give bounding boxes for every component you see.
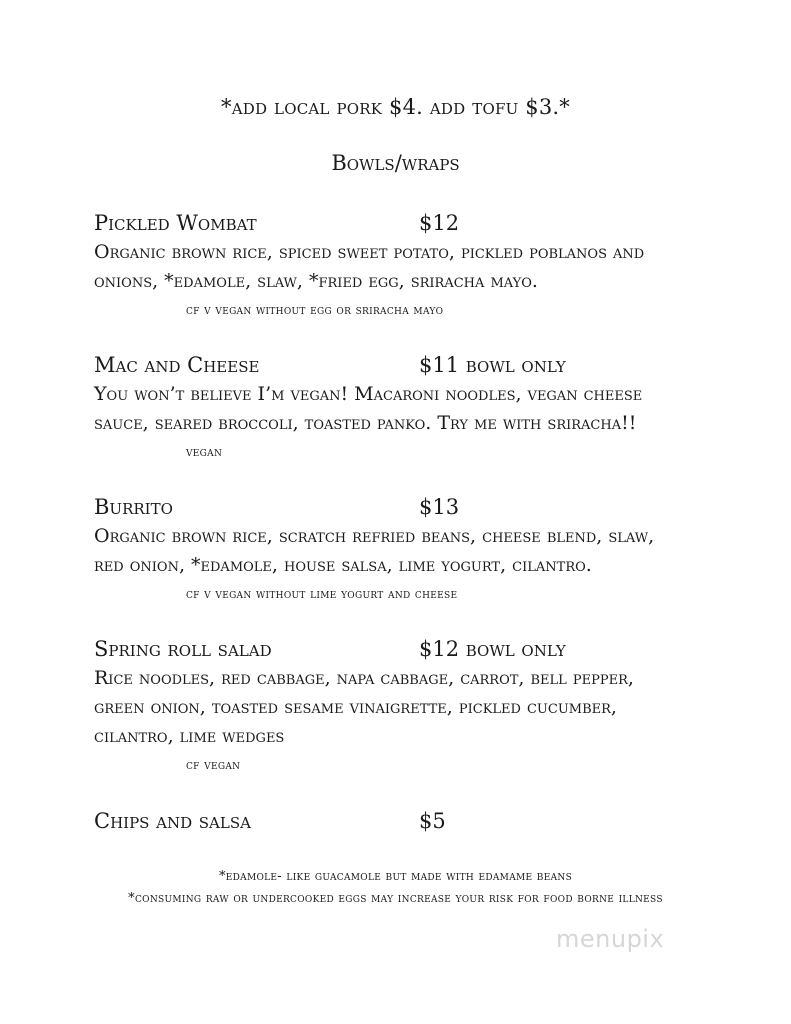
item-price: $13 bbox=[419, 495, 460, 519]
footnote-edamole: *edamole- like guacamole but made with edamame beans bbox=[218, 869, 573, 884]
item-header bbox=[94, 492, 734, 522]
item-description-line: onions, *edamole, slaw, *fried egg, sriracha mayo. bbox=[94, 270, 538, 292]
section-title: Bowls/wraps bbox=[331, 151, 460, 175]
item-name: Pickled Wombat bbox=[94, 211, 257, 235]
menu-item-chips-and-salsa bbox=[94, 806, 734, 836]
item-header bbox=[94, 634, 734, 664]
item-price: $11 bowl only bbox=[419, 353, 566, 377]
item-header bbox=[94, 208, 734, 238]
item-description-line: cilantro, lime wedges bbox=[94, 725, 285, 747]
item-description-line: green onion, toasted sesame vinaigrette, pickled cucumber, bbox=[94, 696, 617, 718]
item-name: Burrito bbox=[94, 495, 173, 519]
addons-note: *add local pork $4. add tofu $3.* bbox=[221, 95, 570, 119]
menu-item-mac-and-cheese bbox=[94, 350, 734, 468]
item-description-line: Organic brown rice, spiced sweet potato, pickled poblanos and bbox=[94, 241, 645, 263]
item-description-line: Rice noodles, red cabbage, napa cabbage, carrot, bell pepper, bbox=[94, 667, 634, 689]
item-price: $12 bbox=[419, 211, 460, 235]
menu-item-burrito bbox=[94, 492, 734, 610]
item-header bbox=[94, 806, 734, 836]
item-description-line: sauce, seared broccoli, toasted panko. Try me with sriracha!! bbox=[94, 412, 637, 434]
item-price: $12 bowl only bbox=[419, 637, 566, 661]
item-dietary-tags: vegan bbox=[186, 445, 223, 460]
item-dietary-tags: cf v vegan without egg or sriracha mayo bbox=[186, 303, 444, 318]
item-description-line: Organic brown rice, scratch refried beans, cheese blend, slaw, bbox=[94, 525, 655, 547]
menu-item-spring-roll-salad bbox=[94, 634, 734, 781]
item-dietary-tags: cf vegan bbox=[186, 758, 241, 773]
item-name: Mac and Cheese bbox=[94, 353, 260, 377]
footnote-raw-eggs-warning: *consuming raw or undercooked eggs may increase your risk for food borne illness bbox=[128, 891, 663, 906]
menupix-watermark: menupix bbox=[556, 925, 665, 953]
footnotes bbox=[0, 866, 791, 910]
item-name: Chips and salsa bbox=[94, 809, 251, 833]
item-price: $5 bbox=[419, 809, 446, 833]
item-description-line: You won’t believe I’m vegan! Macaroni noodles, vegan cheese bbox=[94, 383, 643, 405]
menu-item-pickled-wombat bbox=[94, 208, 734, 326]
item-name: Spring roll salad bbox=[94, 637, 272, 661]
item-dietary-tags: cf v vegan without lime yogurt and cheese bbox=[186, 587, 458, 602]
item-header bbox=[94, 350, 734, 380]
item-description-line: red onion, *edamole, house salsa, lime yogurt, cilantro. bbox=[94, 554, 592, 576]
